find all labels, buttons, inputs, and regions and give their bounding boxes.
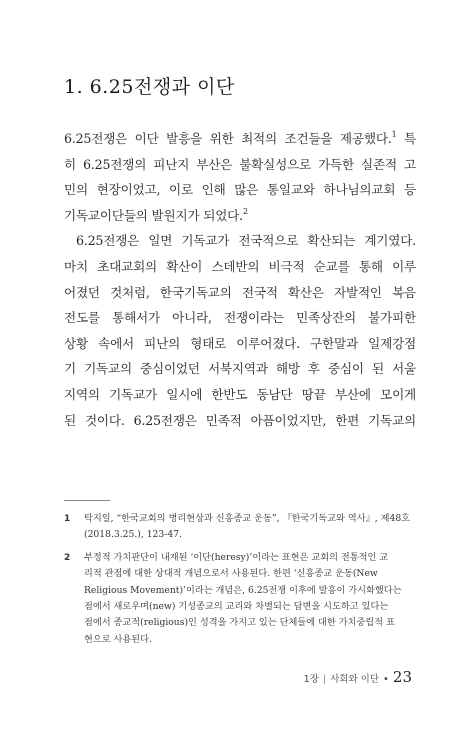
page-number: 23 bbox=[392, 668, 412, 686]
paragraph-2-line-8: 된 것이다. 6.25전쟁은 민족적 아픔이었지만, 한편 기독교의 bbox=[64, 412, 416, 428]
section-heading: 1. 6.25전쟁과 이단 bbox=[64, 76, 235, 98]
footnote-1-line-2: (2018.3.25.), 123-47. bbox=[84, 529, 182, 541]
footnote-divider bbox=[64, 500, 110, 501]
paragraph-1-line-1-text: 6.25전쟁은 이단 발흥을 위한 최적의 조건들을 제공했다. bbox=[64, 131, 392, 146]
footnote-2-line-6: 현으로 사용된다. bbox=[84, 633, 152, 645]
footnote-2 bbox=[64, 550, 416, 648]
footer-chapter-title: 사회와 이단 bbox=[330, 674, 379, 685]
paragraph-1-line-4 bbox=[64, 203, 416, 229]
paragraph-1-line-2: 히 6.25전쟁의 피난지 부산은 불확실성으로 가득한 실존적 고 bbox=[64, 156, 416, 172]
footnote-ref-2: 2 bbox=[242, 206, 248, 216]
paragraph-2-line-5: 상황 속에서 피난의 형태로 이루어졌다. 구한말과 일제강점 bbox=[64, 335, 416, 351]
footnote-2-line-2: 리적 관점에 대한 상대적 개념으로서 사용된다. 한편 ‘신흥종교 운동(New bbox=[84, 568, 378, 580]
paragraph-2-line-6: 기 기독교의 중심이었던 서북지역과 해방 후 중심이 된 서울 bbox=[64, 361, 416, 377]
footnote-2-line-5: 점에서 종교적(religious)인 성격을 가지고 있는 단체들에 대한 가치중립적 표 bbox=[84, 617, 395, 629]
footer-bullet: • bbox=[383, 674, 389, 685]
paragraph-2-line-1: 6.25전쟁은 일면 기독교가 전국적으로 확산되는 계기였다. bbox=[76, 233, 416, 249]
running-footer bbox=[304, 668, 412, 686]
paragraph-1-line-1 bbox=[64, 126, 416, 152]
paragraph-1-line-4-text: 기독교이단들의 발원지가 되었다. bbox=[64, 207, 243, 223]
footer-separator: | bbox=[322, 674, 327, 685]
footnotes bbox=[64, 511, 416, 654]
body-text bbox=[64, 126, 416, 433]
footnote-2-line-4: 점에서 새로우며(new) 기성종교의 교리와 차별되는 답변을 시도하고 있다는 bbox=[84, 601, 389, 613]
paragraph-2-line-4: 전도를 통해서가 아니라, 전쟁이라는 민족상잔의 불가피한 bbox=[64, 310, 416, 326]
footnote-1-number: 1 bbox=[64, 514, 71, 524]
footnote-1 bbox=[64, 511, 416, 544]
footnote-2-number: 2 bbox=[64, 552, 71, 563]
footnote-2-line-1: 부정적 가치판단이 내재된 ‘이단(heresy)’이라는 표현은 교회의 전통적인 교 bbox=[84, 551, 389, 563]
footer-chapter: 1장 bbox=[303, 674, 319, 685]
footnote-1-line-1: 탁지일, “한국교회의 병리현상과 신흥종교 운동”, 『한국기독교와 역사』, 제48호 bbox=[84, 513, 411, 524]
paragraph-2-line-2: 마치 초대교회의 확산이 스데반의 비극적 순교를 통해 이루 bbox=[64, 258, 416, 274]
paragraph-2-line-3: 어졌던 것처럼, 한국기독교의 전국적 확산은 자발적인 복음 bbox=[64, 284, 416, 300]
footnote-2-line-3: Religious Movement)’이라는 개념은, 6.25전쟁 이후에 발흥이 가시화했다는 bbox=[84, 584, 402, 596]
paragraph-1-line-1-tail: 특 bbox=[396, 131, 416, 146]
paragraph-1-line-3: 민의 현장이었고, 이로 인해 많은 통일교와 하나님의교회 등 bbox=[64, 182, 416, 198]
footnote-ref-1: 1 bbox=[391, 130, 397, 139]
paragraph-2-line-7: 지역의 기독교가 일시에 한반도 동남단 땅끝 부산에 모이게 bbox=[64, 386, 416, 402]
